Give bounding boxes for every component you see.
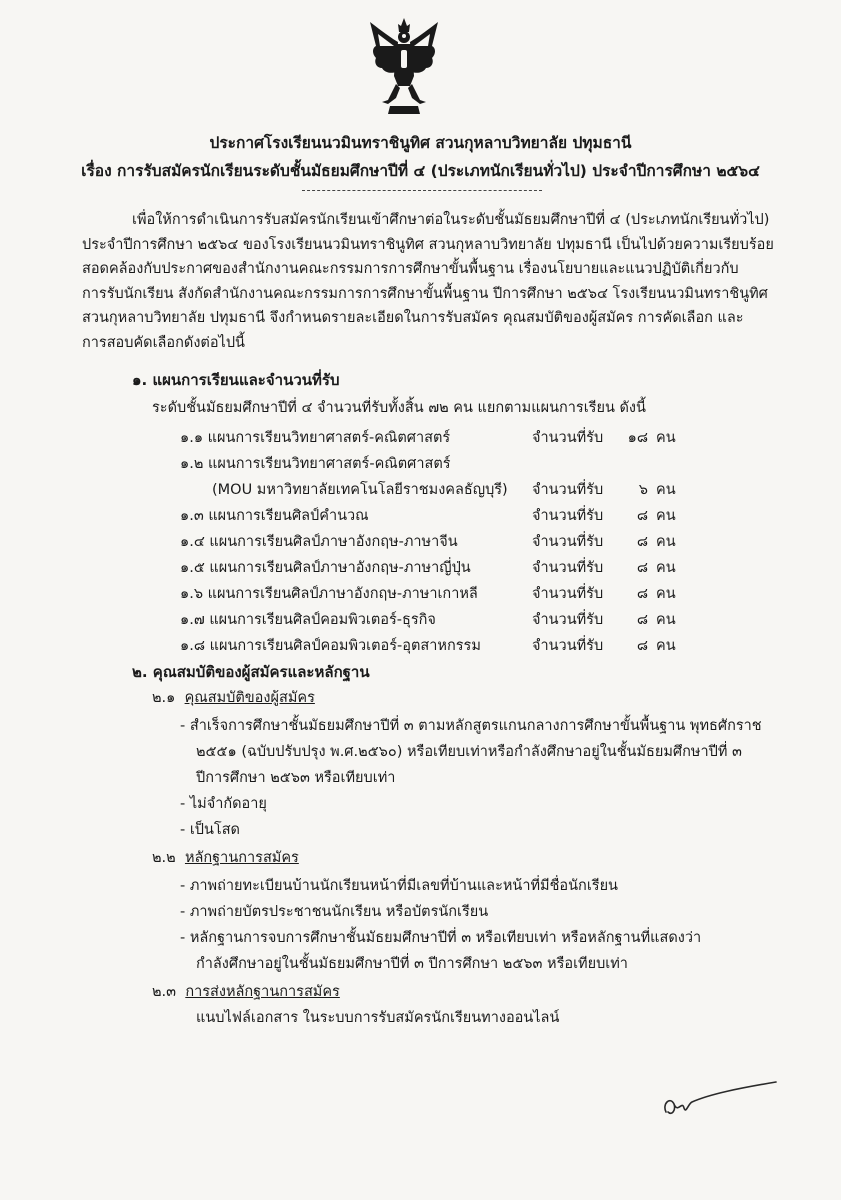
section-2-title: ๒. คุณสมบัติของผู้สมัครและหลักฐาน xyxy=(132,663,370,681)
intro-line: เพื่อให้การดำเนินการรับสมัครนักเรียนเข้าศึกษาต่อในระดับชั้นมัธยมศึกษาปีที่ ๔ (ประเภทนักเรียนทั่วไป) xyxy=(132,212,770,228)
quota-unit: คน xyxy=(656,430,676,446)
quota-count: ๘ xyxy=(636,612,648,628)
subsection-2-3-heading xyxy=(152,980,340,1003)
announcement-subject: เรื่อง การรับสมัครนักเรียนระดับชั้นมัธยมศึกษาปีที่ ๔ (ประเภทนักเรียนทั่วไป) ประจำปีการศึกษา ๒๕๖๔ xyxy=(81,162,760,180)
intro-paragraph xyxy=(82,208,782,356)
quota-count: ๖ xyxy=(638,482,648,498)
list-item: ๒๕๕๑ (ฉบับปรับปรุง พ.ศ.๒๕๖๐) หรือเทียบเท่าหรือกำลังศึกษาอยู่ในชั้นมัธยมศึกษาปีที่ ๓ xyxy=(196,744,742,760)
intro-line: การรับนักเรียน สังกัดสำนักงานคณะกรรมการการศึกษาขั้นพื้นฐาน ปีการศึกษา ๒๕๖๔ โรงเรียนนวมินทราชินูทิศ xyxy=(82,285,768,302)
plan-name: ๑.๔ แผนการเรียนศิลป์ภาษาอังกฤษ-ภาษาจีน xyxy=(180,534,458,550)
subsection-number: ๒.๒ xyxy=(152,850,176,866)
plan-quota xyxy=(532,478,676,501)
plan-name: ๑.๒ แผนการเรียนวิทยาศาสตร์-คณิตศาสตร์ xyxy=(180,456,451,472)
quota-count: ๘ xyxy=(636,586,648,602)
list-item: - สำเร็จการศึกษาชั้นมัธยมศึกษาปีที่ ๓ ตามหลักสูตรแกนกลางการศึกษาขั้นพื้นฐาน พุทธศักราช xyxy=(180,718,762,734)
quota-unit: คน xyxy=(656,586,676,602)
quota-count: ๘ xyxy=(636,534,648,550)
section-1-summary: ระดับชั้นมัธยมศึกษาปีที่ ๔ จำนวนที่รับทั้งสิ้น ๗๒ คน แยกตามแผนการเรียน ดังนี้ xyxy=(152,400,646,416)
list-item: - ภาพถ่ายบัตรประชาชนนักเรียน หรือบัตรนักเรียน xyxy=(180,904,489,920)
intro-line: สวนกุหลาบวิทยาลัย ปทุมธานี จึงกำหนดรายละเอียดในการรับสมัคร คุณสมบัติของผู้สมัคร การคัดเลือก และ xyxy=(82,310,744,327)
quota-count: ๘ xyxy=(636,638,648,654)
intro-line: สอดคล้องกับประกาศของสำนักงานคณะกรรมการการศึกษาขั้นพื้นฐาน เรื่องนโยบายและแนวปฏิบัติเกี่ยวกับ xyxy=(82,261,739,278)
quota-label: จำนวนที่รับ xyxy=(532,586,604,602)
quota-unit: คน xyxy=(656,534,676,550)
plan-quota xyxy=(532,426,676,449)
header-divider xyxy=(302,190,542,191)
list-item: กำลังศึกษาอยู่ในชั้นมัธยมศึกษาปีที่ ๓ ปีการศึกษา ๒๕๖๓ หรือเทียบเท่า xyxy=(196,956,628,972)
plan-quota xyxy=(532,530,676,553)
subsection-number: ๒.๑ xyxy=(152,690,176,706)
garuda-emblem-icon xyxy=(368,16,440,118)
announcement-title: ประกาศโรงเรียนนวมินทราชินูทิศ สวนกุหลาบวิทยาลัย ปทุมธานี xyxy=(209,134,632,152)
subsection-title: หลักฐานการสมัคร xyxy=(184,850,299,866)
quota-label: จำนวนที่รับ xyxy=(532,430,604,446)
subsection-2-2-heading xyxy=(152,846,299,869)
quota-label: จำนวนที่รับ xyxy=(532,508,604,524)
quota-count: ๑๘ xyxy=(627,430,648,446)
quota-label: จำนวนที่รับ xyxy=(532,534,604,550)
plan-name: ๑.๘ แผนการเรียนศิลป์คอมพิวเตอร์-อุตสาหกรรม xyxy=(180,638,481,654)
list-item: - เป็นโสด xyxy=(180,822,240,838)
quota-unit: คน xyxy=(656,560,676,576)
quota-label: จำนวนที่รับ xyxy=(532,560,604,576)
subsection-text: แนบไฟล์เอกสาร ในระบบการรับสมัครนักเรียนทางออนไลน์ xyxy=(196,1010,560,1026)
quota-unit: คน xyxy=(656,612,676,628)
plan-name-sub: (MOU มหาวิทยาลัยเทคโนโลยีราชมงคลธัญบุรี) xyxy=(212,482,508,498)
quota-label: จำนวนที่รับ xyxy=(532,638,604,654)
plan-name: ๑.๑ แผนการเรียนวิทยาศาสตร์-คณิตศาสตร์ xyxy=(180,430,451,446)
plan-quota xyxy=(532,608,676,631)
plan-quota xyxy=(532,634,676,657)
list-item: - หลักฐานการจบการศึกษาชั้นมัธยมศึกษาปีที่ ๓ หรือเทียบเท่า หรือหลักฐานที่แสดงว่า xyxy=(180,930,702,946)
subsection-title: คุณสมบัติของผู้สมัคร xyxy=(184,690,315,706)
list-item: - ไม่จำกัดอายุ xyxy=(180,796,267,812)
quota-unit: คน xyxy=(656,508,676,524)
plan-quota xyxy=(532,504,676,527)
plan-quota xyxy=(532,556,676,579)
quota-count: ๘ xyxy=(636,508,648,524)
intro-line: การสอบคัดเลือกดังต่อไปนี้ xyxy=(82,334,245,351)
plan-name: ๑.๕ แผนการเรียนศิลป์ภาษาอังกฤษ-ภาษาญี่ปุ่น xyxy=(180,560,471,576)
quota-label: จำนวนที่รับ xyxy=(532,482,604,498)
quota-unit: คน xyxy=(656,638,676,654)
quota-unit: คน xyxy=(656,482,676,498)
quota-label: จำนวนที่รับ xyxy=(532,612,604,628)
plan-name: ๑.๗ แผนการเรียนศิลป์คอมพิวเตอร์-ธุรกิจ xyxy=(180,612,436,628)
subsection-2-1-heading xyxy=(152,686,315,709)
signature-mark xyxy=(660,1074,780,1124)
subsection-number: ๒.๓ xyxy=(152,984,177,1000)
plan-name: ๑.๖ แผนการเรียนศิลป์ภาษาอังกฤษ-ภาษาเกาหลี xyxy=(180,586,478,602)
list-item: ปีการศึกษา ๒๕๖๓ หรือเทียบเท่า xyxy=(196,770,396,786)
subsection-title: การส่งหลักฐานการสมัคร xyxy=(185,984,340,1000)
list-item: - ภาพถ่ายทะเบียนบ้านนักเรียนหน้าที่มีเลขที่บ้านและหน้าที่มีชื่อนักเรียน xyxy=(180,878,618,894)
quota-count: ๘ xyxy=(636,560,648,576)
intro-line: ประจำปีการศึกษา ๒๕๖๔ ของโรงเรียนนวมินทราชินูทิศ สวนกุหลาบวิทยาลัย ปทุมธานี เป็นไปด้วยความเรียบร้อย xyxy=(82,236,774,253)
plan-quota xyxy=(532,582,676,605)
section-1-title: ๑. แผนการเรียนและจำนวนที่รับ xyxy=(132,371,340,389)
plan-name: ๑.๓ แผนการเรียนศิลป์คำนวณ xyxy=(180,508,369,524)
